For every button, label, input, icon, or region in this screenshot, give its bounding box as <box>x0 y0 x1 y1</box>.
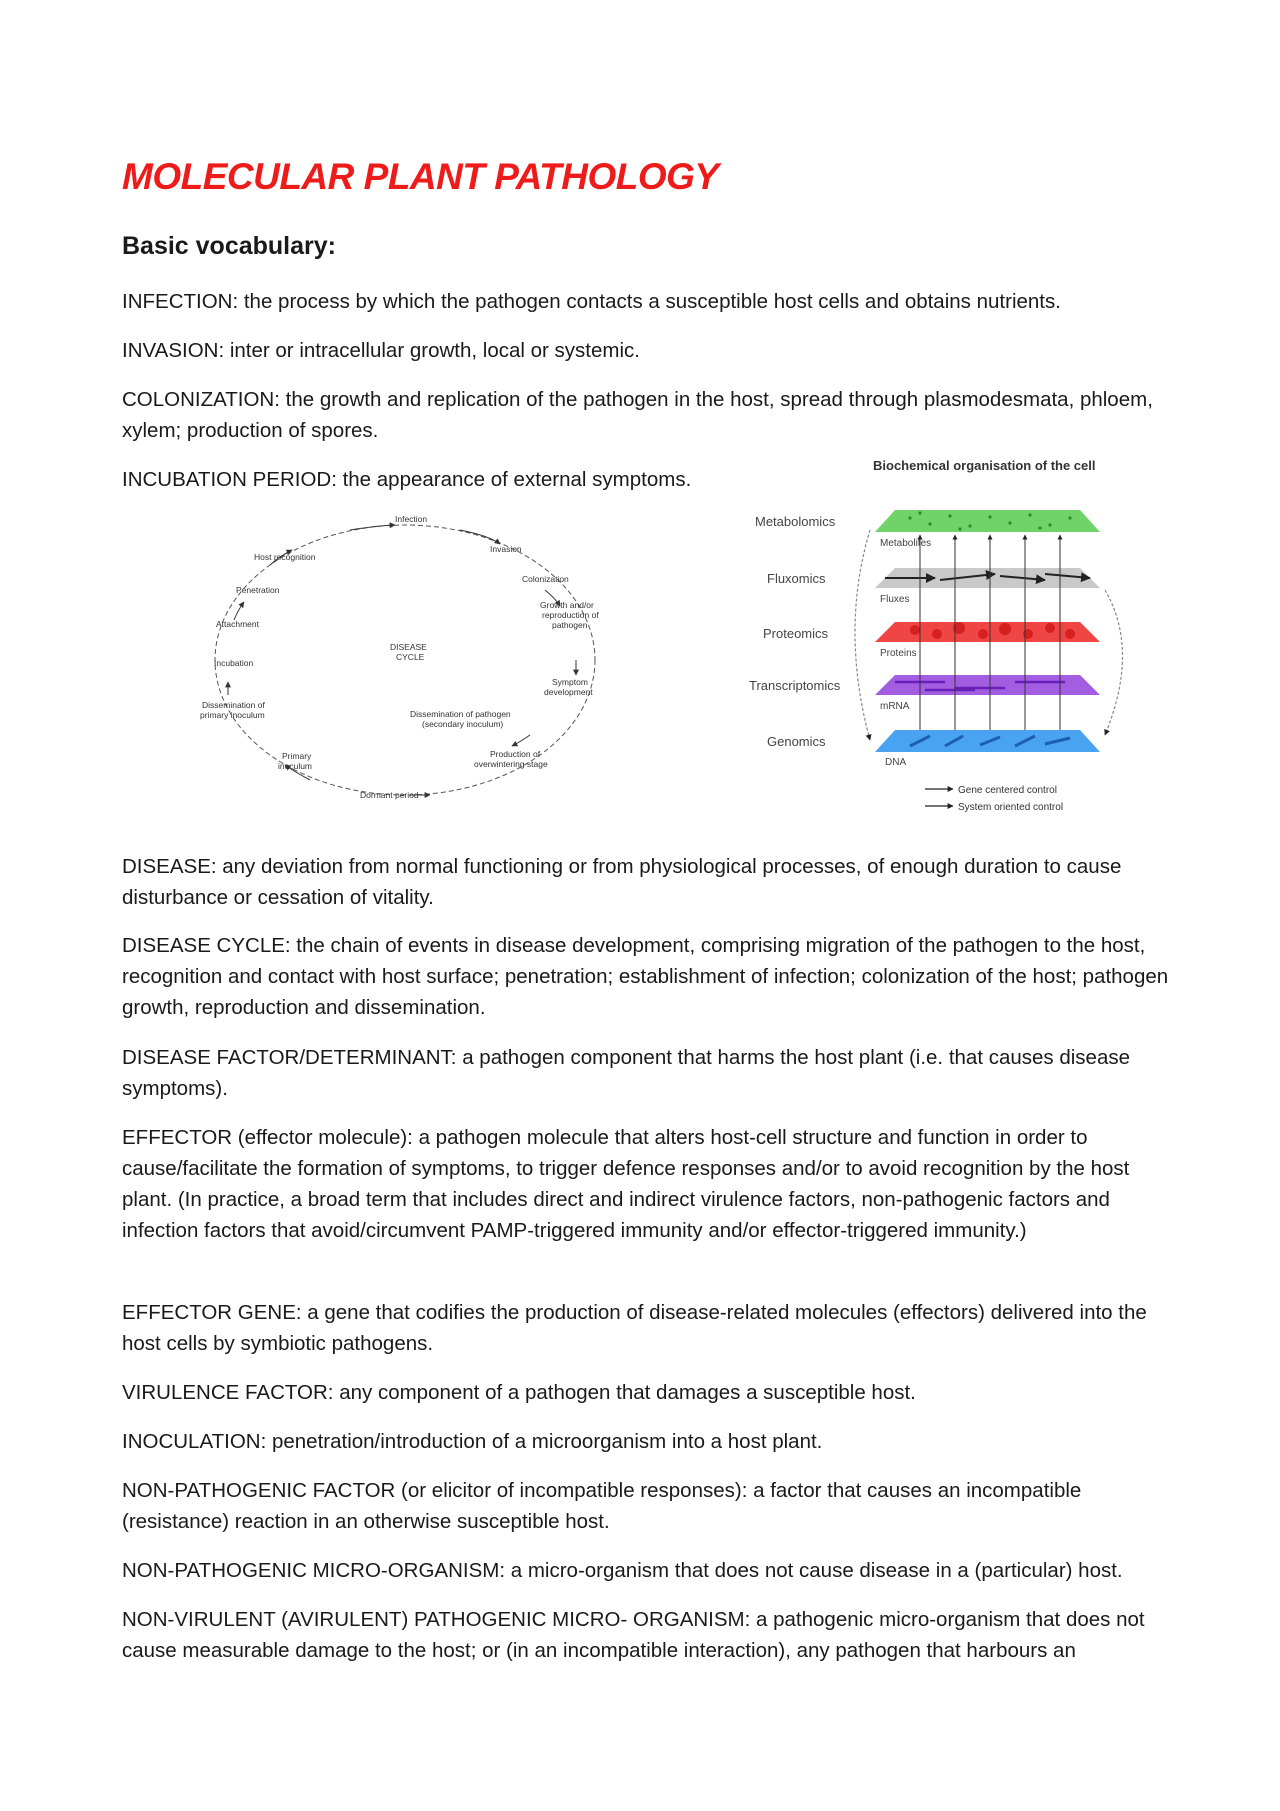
legend-system-oriented: System oriented control <box>958 802 1064 813</box>
definition-effector-gene: EFFECTOR GENE: a gene that codifies the production of disease-related molecules (effectors) delivered into the host cells by symbiotic pathogens. <box>122 1301 1147 1355</box>
definition-non-pathogenic-microorganism: NON-PATHOGENIC MICRO-ORGANISM: a micro-organism that does not cause disease in a (particular) host. <box>122 1559 1123 1582</box>
label-invasion: Invasion <box>490 544 522 554</box>
label-growth-2: reproduction of <box>542 610 599 620</box>
definition-non-pathogenic-factor: NON-PATHOGENIC FACTOR (or elicitor of incompatible responses): a factor that causes an incompatible (resistance) reaction in an otherwise susceptible host. <box>122 1479 1082 1533</box>
cycle-arrow-9 <box>234 602 244 620</box>
definition-colonization: COLONIZATION: the growth and replication of the pathogen in the host, spread through plasmodesmata, phloem, xylem; production of spores. <box>122 388 1153 442</box>
level-proteomics: Proteomics <box>763 626 829 641</box>
layer-label-metabolites: Metabolites <box>880 538 932 549</box>
definition-non-virulent-microorganism: NON-VIRULENT (AVIRULENT) PATHOGENIC MICRO- ORGANISM: a pathogenic micro-organism that does not cause measurable damage to the host; or (in an incompatible interaction), any pathogen that harbours an <box>122 1608 1145 1662</box>
label-overwintering-2: overwintering stage <box>474 759 548 769</box>
definition-disease-factor: DISEASE FACTOR/DETERMINANT: a pathogen component that harms the host plant (i.e. that causes disease symptoms). <box>122 1046 1131 1100</box>
section-heading: Basic vocabulary: <box>122 232 336 260</box>
layer-label-proteins: Proteins <box>880 648 917 659</box>
level-metabolomics: Metabolomics <box>755 514 836 529</box>
definition-incubation-period: INCUBATION PERIOD: the appearance of external symptoms. <box>122 468 692 491</box>
layer-label-dna: DNA <box>885 757 907 768</box>
feedback-arrow-left <box>855 530 870 740</box>
omics-figure <box>745 450 1165 820</box>
label-primary-2: inoculum <box>278 761 313 771</box>
label-disease-cycle-2: CYCLE <box>396 652 425 662</box>
definition-disease-cycle: DISEASE CYCLE: the chain of events in disease development, comprising migration of the pathogen to the host, recognition and contact with host surface; penetration; establishment of infection; colonization of the host; pathogen growth, reproduction and dissemination. <box>122 934 1169 1019</box>
definition-disease: DISEASE: any deviation from normal functioning or from physiological processes, of enough duration to cause disturbance or cessation of vitality. <box>122 855 1122 909</box>
label-overwintering-1: Production of <box>490 749 541 759</box>
layer-label-mrna: mRNA <box>880 701 910 712</box>
label-secondary-1: Dissemination of pathogen <box>410 709 511 719</box>
label-secondary-2: (secondary inoculum) <box>422 719 504 729</box>
band-mrna <box>875 675 1100 695</box>
layer-label-fluxes: Fluxes <box>880 594 910 605</box>
definition-inoculation: INOCULATION: penetration/introduction of a microorganism into a host plant. <box>122 1430 823 1453</box>
label-penetration: Penetration <box>236 585 280 595</box>
feedback-arrow-right <box>1105 590 1123 735</box>
label-dissemination-primary-2: primary inoculum <box>200 710 265 720</box>
cycle-arrow-1 <box>350 525 395 530</box>
label-symptom-1: Symptom <box>552 677 588 687</box>
label-incubation: Incubation <box>214 658 254 668</box>
legend-gene-centered: Gene centered control <box>958 785 1057 796</box>
label-growth-3: pathogen <box>552 620 588 630</box>
label-dormant: Dormant period <box>360 790 419 800</box>
label-symptom-2: development <box>544 687 593 697</box>
label-infection: Infection <box>395 514 428 524</box>
label-dissemination-primary-1: Dissemination of <box>202 700 265 710</box>
definition-infection: INFECTION: the process by which the pathogen contacts a susceptible host cells and obtains nutrients. <box>122 290 1061 313</box>
omics-figure-title: Biochemical organisation of the cell <box>873 458 1096 473</box>
disease-cycle-diagram <box>200 510 620 810</box>
definition-invasion: INVASION: inter or intracellular growth, local or systemic. <box>122 339 640 362</box>
omics-diagram <box>745 450 1165 820</box>
label-growth-1: Growth and/or <box>540 600 594 610</box>
definition-virulence-factor: VIRULENCE FACTOR: any component of a pathogen that damages a susceptible host. <box>122 1381 916 1404</box>
band-metabolites <box>875 510 1100 532</box>
level-genomics: Genomics <box>767 734 826 749</box>
level-transcriptomics: Transcriptomics <box>749 678 841 693</box>
level-fluxomics: Fluxomics <box>767 571 826 586</box>
label-host-recognition: Host recognition <box>254 552 316 562</box>
definition-effector: EFFECTOR (effector molecule): a pathogen molecule that alters host-cell structure and function in order to cause/facilitate the formation of symptoms, to trigger defence responses and/or to avoid recognition by the host plant. (In practice, a broad term that includes direct and indirect virulence factors, non-pathogenic factors and infection factors that avoid/circumvent PAMP-triggered immunity and/or effector-triggered immunity.) <box>122 1126 1130 1242</box>
label-primary-1: Primary <box>282 751 312 761</box>
label-attachment: Attachment <box>216 619 259 629</box>
label-disease-cycle-1: DISEASE <box>390 642 427 652</box>
disease-cycle-figure <box>200 510 620 810</box>
label-colonization: Colonization <box>522 574 569 584</box>
page-title: MOLECULAR PLANT PATHOLOGY <box>122 156 719 197</box>
cycle-arrow-5 <box>512 735 530 746</box>
